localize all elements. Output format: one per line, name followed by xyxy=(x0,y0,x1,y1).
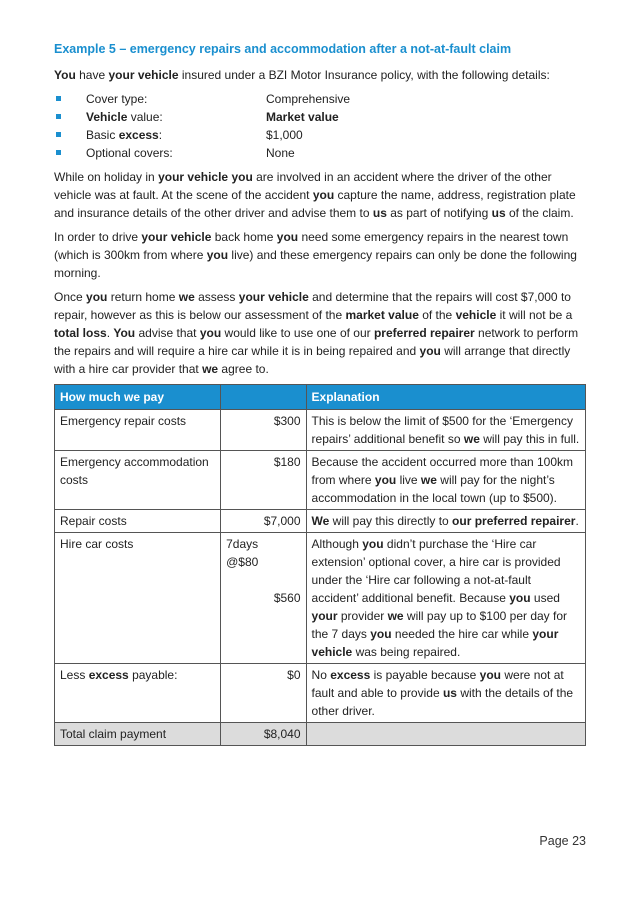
table-row xyxy=(55,664,586,723)
row-explanation: Because the accident occurred more than 100km from where you live we will pay for the night’s accommodation in the local town (up to $500). xyxy=(306,451,585,510)
intro-paragraph: You have your vehicle insured under a BZI Motor Insurance policy, with the following details: xyxy=(54,68,550,82)
row-explanation: We will pay this directly to our preferred repairer. xyxy=(306,510,585,533)
row-item: Less excess payable: xyxy=(55,664,221,723)
bullet-icon xyxy=(56,96,61,101)
scenario-paragraph-3: Once you return home we assess your vehicle and determine that the repairs will cost $7,000 to repair, however as this is below our assessment of the market value of the vehicle it will not be a total loss. You advise that you would like to use one of our preferred repairer network to perform the repairs and will require a hire car while it is in being repaired and you will arrange that directly with a hire car provider that we agree to. xyxy=(54,290,579,376)
table-row xyxy=(55,410,586,451)
detail-vehicle-value: Vehicle value: Market value xyxy=(54,108,586,126)
total-explanation xyxy=(306,723,585,746)
row-amount: $7,000 xyxy=(221,510,306,533)
page-number: Page 23 xyxy=(539,834,586,848)
row-item: Repair costs xyxy=(55,510,221,533)
detail-value: $1,000 xyxy=(266,128,303,142)
total-row xyxy=(55,723,586,746)
table-row xyxy=(55,510,586,533)
detail-optional-covers: Optional covers: None xyxy=(54,144,586,162)
row-amount: $180 xyxy=(221,451,306,510)
total-label: Total claim payment xyxy=(55,723,221,746)
row-item: Hire car costs xyxy=(55,533,221,664)
detail-basic-excess: Basic excess: $1,000 xyxy=(54,126,586,144)
policy-details-list xyxy=(54,90,586,162)
row-item: Emergency accommodation costs xyxy=(55,451,221,510)
bullet-icon xyxy=(56,150,61,155)
example-heading: Example 5 – emergency repairs and accommodation after a not-at-fault claim xyxy=(54,42,512,56)
claim-payment-table xyxy=(54,384,586,746)
header-how-much-we-pay: How much we pay xyxy=(55,385,221,410)
bullet-icon xyxy=(56,132,61,137)
table-row xyxy=(55,533,586,664)
row-explanation: This is below the limit of $500 for the ‘Emergency repairs’ additional benefit so we will pay this in full. xyxy=(306,410,585,451)
row-explanation: No excess is payable because you were not at fault and able to provide us with the details of the other driver. xyxy=(306,664,585,723)
table-header-row xyxy=(55,385,586,410)
row-amount: $0 xyxy=(221,664,306,723)
row-amount: $300 xyxy=(221,410,306,451)
detail-value: Market value xyxy=(266,110,339,124)
detail-value: Comprehensive xyxy=(266,92,351,106)
detail-cover-type: Cover type: Comprehensive xyxy=(54,90,586,108)
table-row xyxy=(55,451,586,510)
bullet-icon xyxy=(56,114,61,119)
total-amount: $8,040 xyxy=(221,723,306,746)
row-explanation: Although you didn’t purchase the ‘Hire car extension’ optional cover, a hire car is provided under the ‘Hire car following a not-at-fault accident’ additional benefit. Because you used your provider we will pay up to $100 per day for the 7 days you needed the hire car while your vehicle was being repaired. xyxy=(306,533,585,664)
row-item: Emergency repair costs xyxy=(55,410,221,451)
row-amount: 7days @$80 $560 xyxy=(221,533,306,664)
scenario-paragraph-1: While on holiday in your vehicle you are involved in an accident where the driver of the other vehicle was at fault. At the scene of the accident you capture the name, address, registration plate and insurance details of the other driver and advise them to us as part of notifying us of the claim. xyxy=(54,170,576,220)
header-amount xyxy=(221,385,306,410)
detail-value: None xyxy=(266,146,295,160)
document-page xyxy=(54,40,586,746)
header-explanation: Explanation xyxy=(306,385,585,410)
scenario-paragraph-2: In order to drive your vehicle back home you need some emergency repairs in the nearest town (which is 300km from where you live) and these emergency repairs can only be done the following morning. xyxy=(54,230,577,280)
